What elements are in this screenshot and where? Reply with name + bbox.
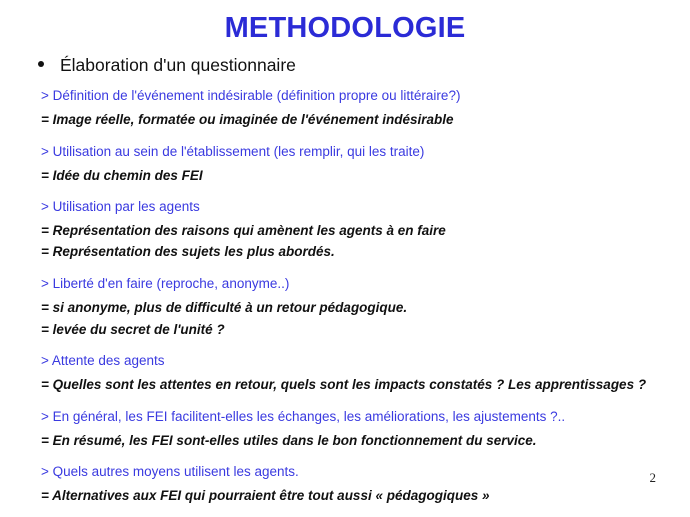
main-bullet-text: Élaboration d'un questionnaire: [60, 55, 296, 75]
answer-line: = si anonyme, plus de difficulté à un retour pédagogique.: [41, 300, 408, 315]
bullet-dot-icon: [38, 61, 44, 67]
answer-line: = levée du secret de l'unité ?: [41, 322, 225, 337]
answer-line: = Représentation des sujets les plus abordés.: [41, 244, 335, 259]
question-line: > Utilisation au sein de l'établissement (les remplir, qui les traite): [41, 144, 425, 159]
question-line: > Attente des agents: [41, 353, 165, 368]
answer-line: = Idée du chemin des FEI: [41, 168, 203, 183]
slide-title: METHODOLOGIE: [224, 12, 466, 44]
answer-line: = En résumé, les FEI sont-elles utiles dans le bon fonctionnement du service.: [41, 433, 537, 448]
main-bullet: [38, 55, 296, 76]
answer-line: = Image réelle, formatée ou imaginée de l'événement indésirable: [41, 112, 454, 127]
question-line: > Liberté d'en faire (reproche, anonyme..): [41, 276, 290, 291]
page-number: 2: [649, 470, 656, 485]
answer-line: = Représentation des raisons qui amènent les agents à en faire: [41, 223, 446, 238]
question-line: > Définition de l'événement indésirable (définition propre ou littéraire?): [41, 88, 461, 103]
question-line: > Utilisation par les agents: [41, 199, 200, 214]
answer-line: = Quelles sont les attentes en retour, quels sont les impacts constatés ? Les apprentissages ?: [41, 377, 647, 392]
question-line: > En général, les FEI facilitent-elles les échanges, les améliorations, les ajustements ?..: [41, 409, 566, 424]
answer-line: = Alternatives aux FEI qui pourraient être tout aussi « pédagogiques »: [41, 488, 490, 503]
question-line: > Quels autres moyens utilisent les agents.: [41, 464, 299, 479]
